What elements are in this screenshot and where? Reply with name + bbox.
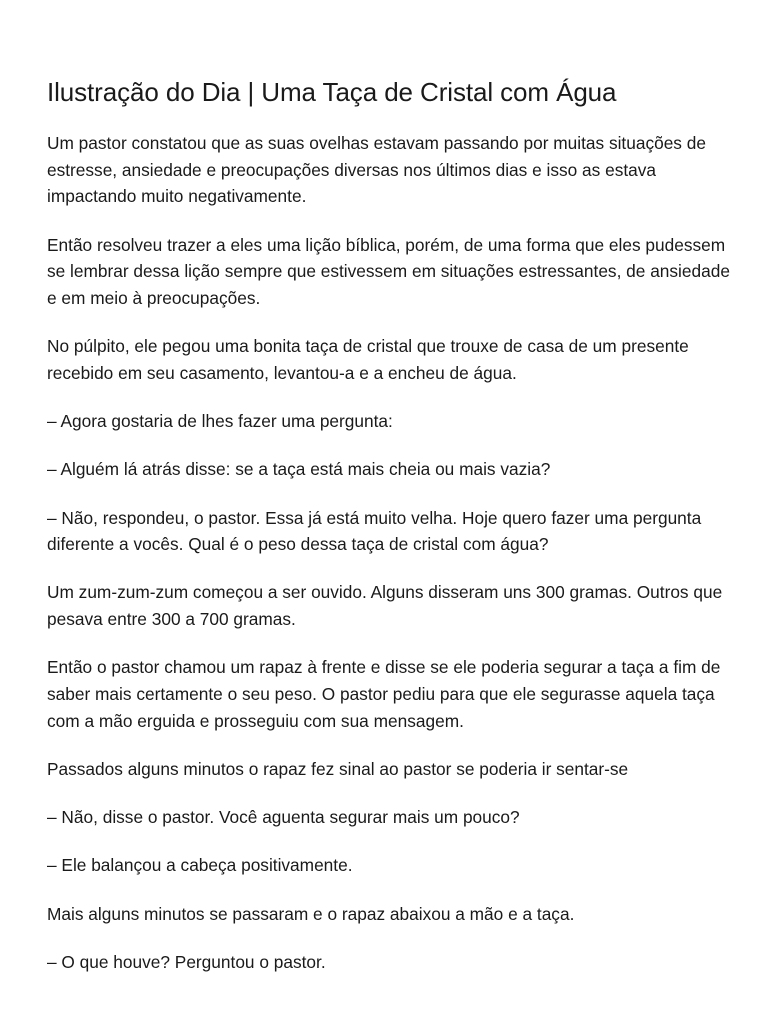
paragraph: Então o pastor chamou um rapaz à frente e disse se ele poderia segurar a taça a fim de saber mais certamente o seu peso. O pastor pediu para que ele segurasse aquela taça com a mão erguida e prosseguiu com sua mensagem.	[47, 657, 721, 731]
paragraph: Mais alguns minutos se passaram e o rapaz abaixou a mão e a taça.	[47, 903, 575, 924]
paragraph: Um zum-zum-zum começou a ser ouvido. Alguns disseram uns 300 gramas. Outros que pesava entre 300 a 700 gramas.	[47, 582, 723, 630]
paragraph: – Agora gostaria de lhes fazer uma pergunta:	[47, 411, 393, 432]
paragraph: No púlpito, ele pegou uma bonita taça de cristal que trouxe de casa de um presente recebido em seu casamento, levantou-a e a encheu de água.	[47, 336, 689, 383]
paragraph: – Alguém lá atrás disse: se a taça está mais cheia ou mais vazia?	[47, 459, 551, 480]
paragraph: Então resolveu trazer a eles uma lição bíblica, porém, de uma forma que eles pudessem se lembrar dessa lição sempre que estivessem em situações estressantes, de ansiedade e em meio à preocupações.	[47, 234, 730, 309]
paragraph: – O que houve? Perguntou o pastor.	[47, 951, 326, 972]
paragraph: Passados alguns minutos o rapaz fez sinal ao pastor se poderia ir sentar-se	[47, 758, 629, 779]
paragraph: Um pastor constatou que as suas ovelhas estavam passando por muitas situações de estresse, ansiedade e preocupações diversas nos últimos dias e isso as estava impactando muito negativamente.	[47, 133, 706, 207]
document-title: Ilustração do Dia | Uma Taça de Cristal com Água	[47, 77, 617, 107]
paragraph: – Ele balançou a cabeça positivamente.	[47, 855, 353, 876]
document-page	[47, 74, 737, 997]
paragraph: – Não, disse o pastor. Você aguenta segurar mais um pouco?	[47, 807, 520, 828]
paragraph: – Não, respondeu, o pastor. Essa já está muito velha. Hoje quero fazer uma pergunta diferente a vocês. Qual é o peso dessa taça de cristal com água?	[47, 507, 702, 555]
